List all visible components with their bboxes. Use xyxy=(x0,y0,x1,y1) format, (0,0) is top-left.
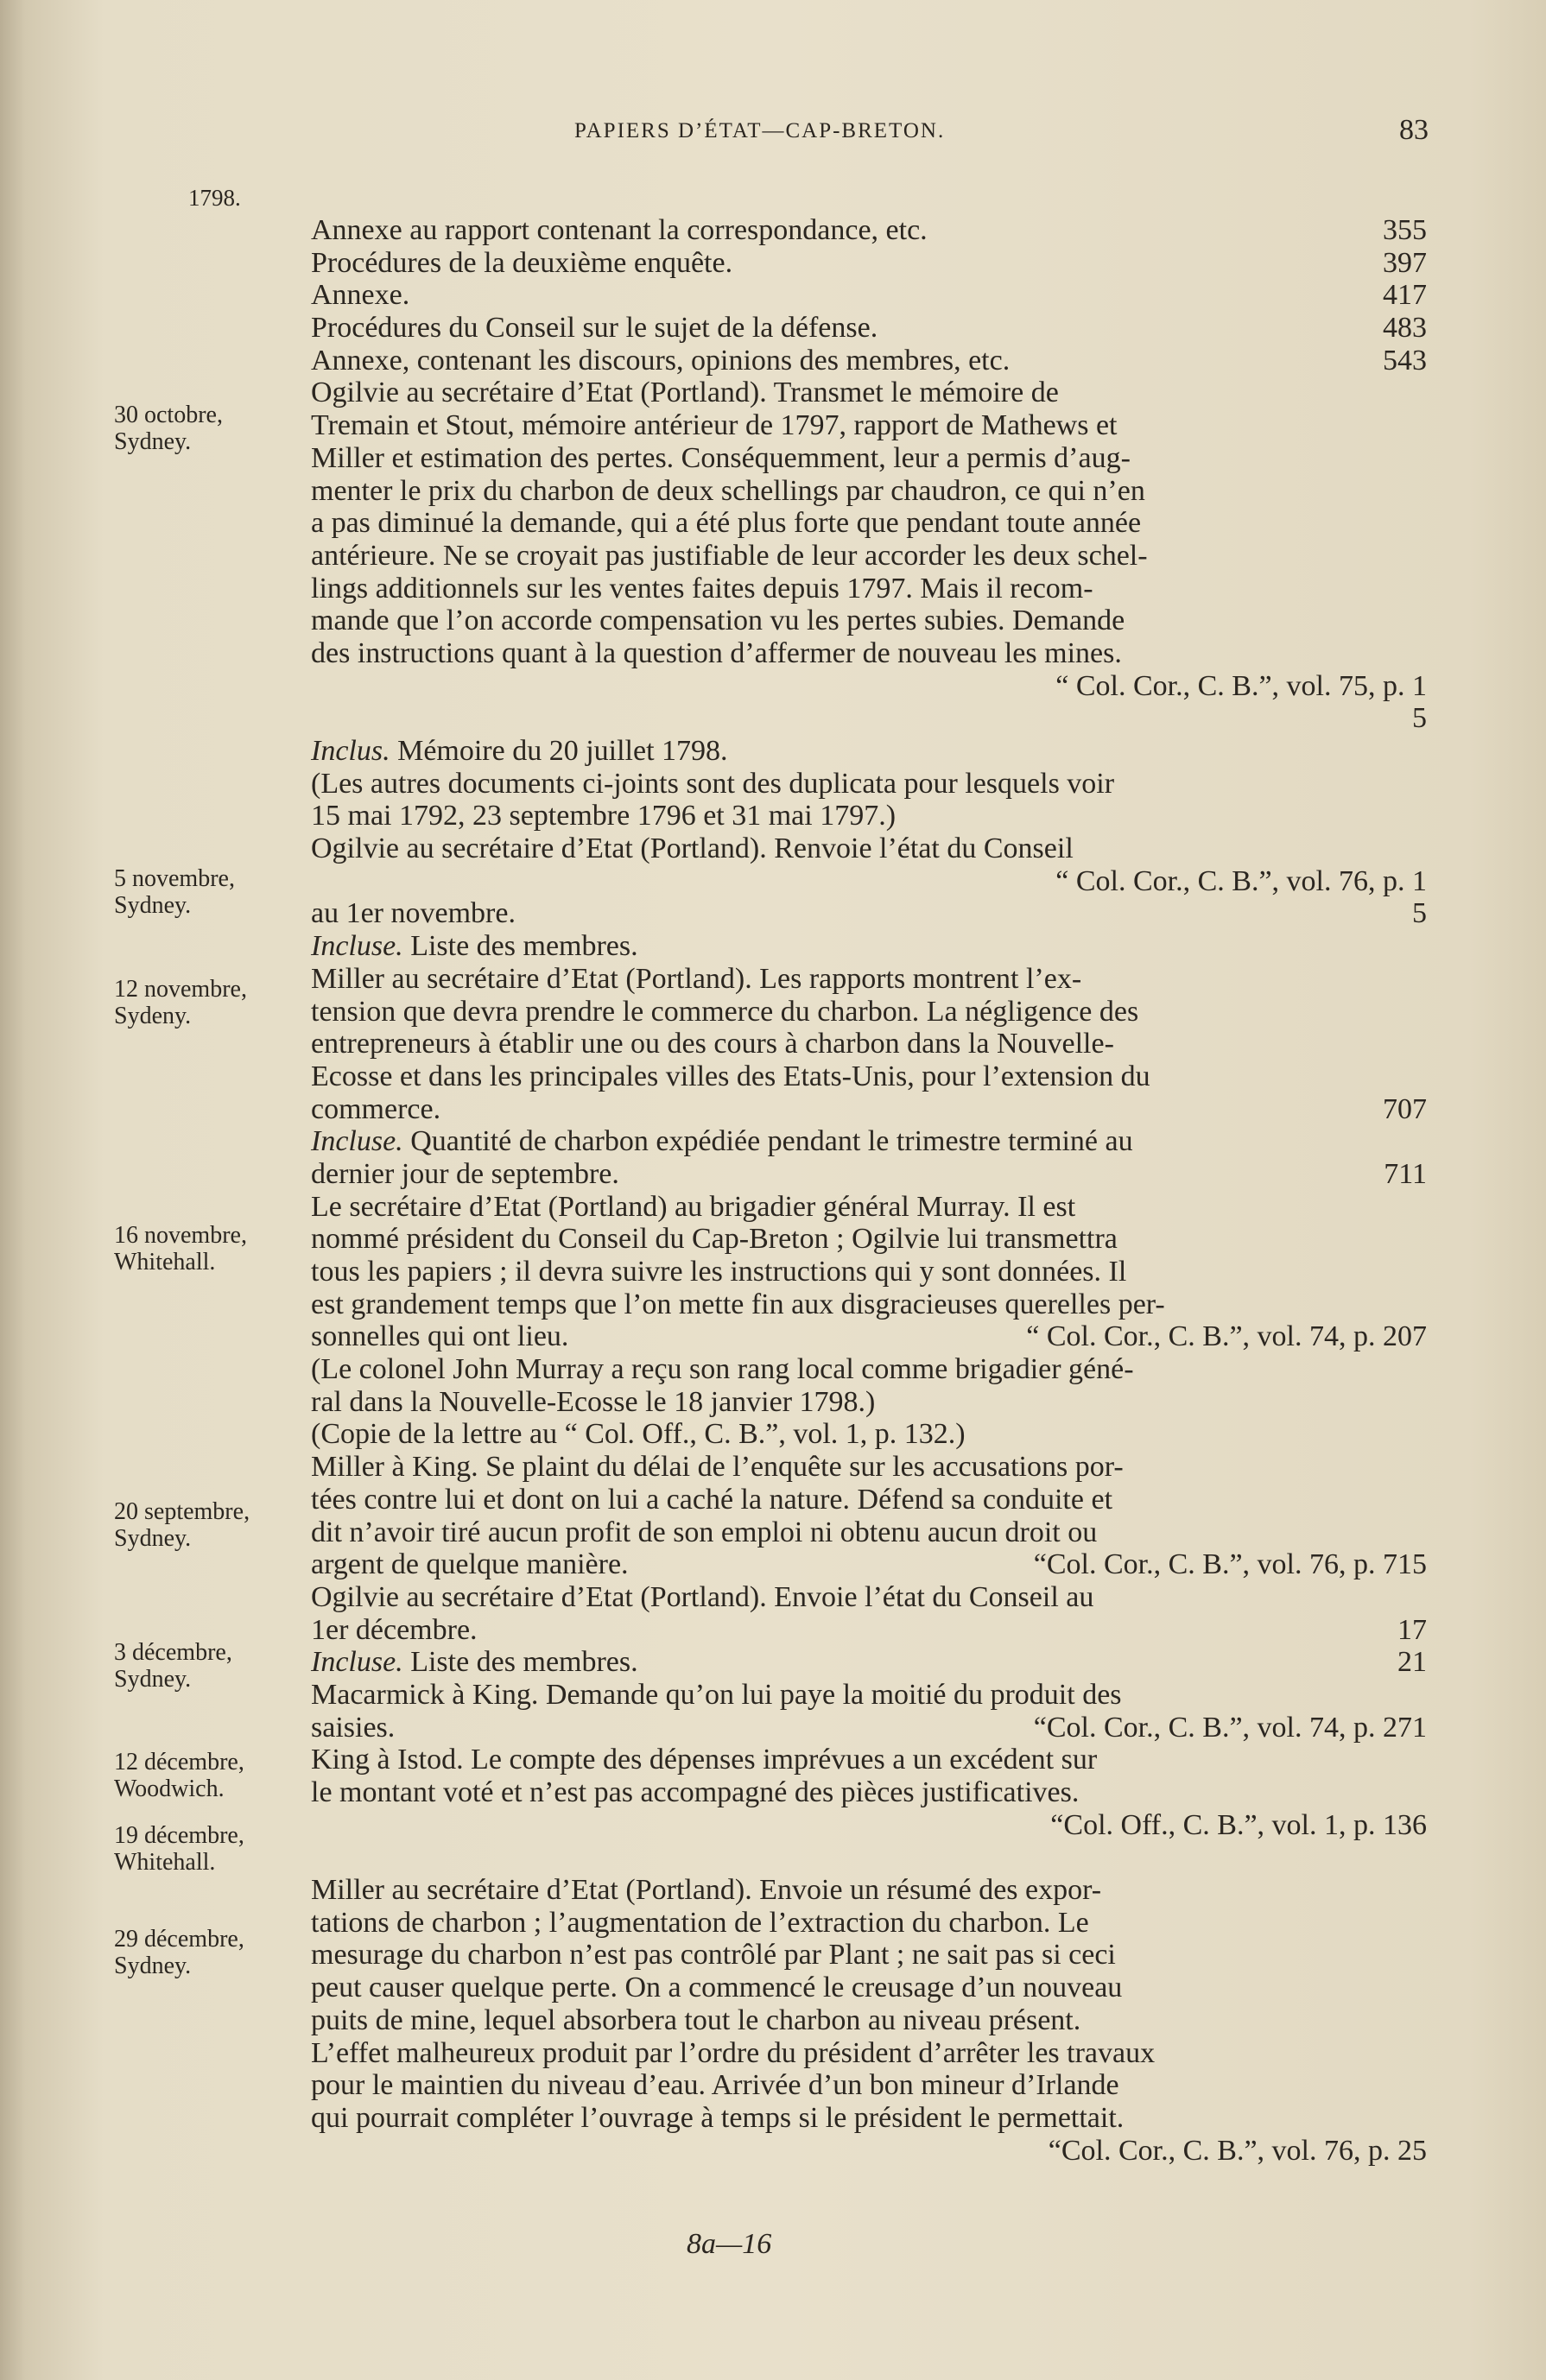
text-line xyxy=(311,573,1434,605)
text-line xyxy=(311,1646,1434,1679)
text-line xyxy=(311,1353,1434,1386)
line-text: a pas diminué la demande, qui a été plus forte que pendant toute année xyxy=(311,507,1142,540)
text-line xyxy=(311,1223,1434,1256)
margin-place: Sydney. xyxy=(114,1666,192,1693)
text-line xyxy=(311,670,1434,703)
line-text: commerce. xyxy=(311,1092,441,1125)
line-text xyxy=(311,930,638,963)
line-text: Ogilvie au secrétaire d’Etat (Portland). Renvoie l’état du Conseil xyxy=(311,832,1074,865)
line-text: pour le maintien du niveau d’eau. Arrivée d’un bon mineur d’Irlande xyxy=(311,2069,1119,2102)
line-text: Annexe. xyxy=(311,279,410,312)
text-line xyxy=(311,1712,1434,1744)
margin-date: 19 décembre, xyxy=(114,1822,244,1849)
margin-place: Whitehall. xyxy=(114,1849,216,1876)
text-line xyxy=(311,996,1434,1029)
line-text: tées contre lui et dont on lui a caché la nature. Défend sa conduite et xyxy=(311,1483,1113,1516)
text-line xyxy=(311,2135,1434,2168)
text-line xyxy=(311,2037,1434,2070)
line-text: Miller et estimation des pertes. Conséquemment, leur a permis d’aug- xyxy=(311,441,1131,474)
line-text: Annexe, contenant les discours, opinions des membres, etc. xyxy=(311,344,1011,377)
text-line xyxy=(311,1484,1434,1516)
inclusion-text: Mémoire du 20 juillet 1798. xyxy=(390,735,728,767)
year-label: 1798. xyxy=(188,185,241,211)
text-line xyxy=(311,1386,1434,1419)
inclusion-label: Incluse. xyxy=(311,930,403,963)
text-line xyxy=(311,409,1434,442)
reference-number: “ Col. Cor., C. B.”, vol. 75, p. 1 xyxy=(1055,669,1427,702)
line-text: saisies. xyxy=(311,1711,396,1744)
margin-note xyxy=(114,1926,304,1979)
text-line xyxy=(311,247,1434,280)
text-line xyxy=(311,1907,1434,1940)
reference-number: “Col. Cor., C. B.”, vol. 76, p. 715 xyxy=(1033,1548,1427,1581)
line-text: nommé président du Conseil du Cap-Breton ; Ogilvie lui transmettra xyxy=(311,1223,1118,1256)
line-text: tous les papiers ; il devra suivre les instructions qui y sont données. Il xyxy=(311,1256,1127,1288)
running-header: PAPIERS D’ÉTAT—CAP-BRETON. xyxy=(574,119,946,142)
reference-number: 5 xyxy=(1412,702,1427,735)
margin-note xyxy=(114,1822,304,1876)
text-line xyxy=(311,2102,1434,2135)
line-text: qui pourrait compléter l’ouvrage à temps si le président le permettait. xyxy=(311,2101,1125,2134)
text-line xyxy=(311,1939,1434,1972)
line-text: menter le prix du charbon de deux schellings par chaudron, ce qui n’en xyxy=(311,474,1145,507)
line-text: (Les autres documents ci-joints sont des duplicata pour lesquels voir xyxy=(311,767,1115,800)
reference-number: 17 xyxy=(1397,1613,1427,1646)
text-line xyxy=(311,702,1434,735)
text-line xyxy=(311,1060,1434,1093)
line-text: le montant voté et n’est pas accompagné des pièces justificatives. xyxy=(311,1776,1080,1808)
line-text: peut causer quelque perte. On a commencé le creusage d’un nouveau xyxy=(311,1972,1123,2004)
text-line xyxy=(311,1320,1434,1353)
line-text xyxy=(311,1646,638,1679)
text-line xyxy=(311,1679,1434,1712)
line-text: ral dans la Nouvelle-Ecosse le 18 janvier 1798.) xyxy=(311,1385,876,1418)
reference-number: 711 xyxy=(1384,1157,1427,1190)
line-text: 1er décembre. xyxy=(311,1613,478,1646)
text-line xyxy=(311,1972,1434,2004)
margin-date: 30 octobre, xyxy=(114,402,223,428)
page-number: 83 xyxy=(1399,114,1429,146)
reference-number: 5 xyxy=(1412,897,1427,930)
text-line xyxy=(311,1288,1434,1321)
line-text: sonnelles qui ont lieu. xyxy=(311,1320,569,1353)
text-line xyxy=(311,865,1434,898)
text-line xyxy=(311,1841,1434,1874)
margin-place: Sydney. xyxy=(114,1953,192,1979)
line-text: argent de quelque manière. xyxy=(311,1548,629,1581)
inclusion-text: Quantité de charbon expédiée pendant le trimestre terminé au xyxy=(402,1125,1133,1158)
text-line xyxy=(311,1125,1434,1158)
margin-note xyxy=(114,402,304,455)
inclusion-text: Liste des membres. xyxy=(402,1646,638,1679)
text-line xyxy=(311,963,1434,996)
line-text: Macarmick à King. Demande qu’on lui paye la moitié du produit des xyxy=(311,1678,1122,1711)
reference-number: “Col. Off., C. B.”, vol. 1, p. 136 xyxy=(1050,1808,1427,1841)
margin-place: Sydney. xyxy=(114,428,192,455)
text-line xyxy=(311,279,1434,312)
line-text: Tremain et Stout, mémoire antérieur de 1797, rapport de Mathews et xyxy=(311,409,1118,442)
inclusion-label: Incluse. xyxy=(311,1646,403,1679)
text-line xyxy=(311,735,1434,768)
margin-note xyxy=(114,976,304,1029)
margin-note xyxy=(114,1498,304,1552)
line-text: Ecosse et dans les principales villes des Etats-Unis, pour l’extension du xyxy=(311,1060,1150,1092)
text-line xyxy=(311,604,1434,637)
line-text: est grandement temps que l’on mette fin aux disgracieuses querelles per- xyxy=(311,1288,1165,1320)
line-text: Le secrétaire d’Etat (Portland) au brigadier général Murray. Il est xyxy=(311,1190,1076,1223)
text-line xyxy=(311,1093,1434,1126)
text-line xyxy=(311,1418,1434,1451)
line-text: Ogilvie au secrétaire d’Etat (Portland). Envoie l’état du Conseil au xyxy=(311,1580,1094,1613)
reference-number: 397 xyxy=(1383,246,1427,279)
line-text: mesurage du charbon n’est pas contrôlé par Plant ; ne sait pas si ceci xyxy=(311,1939,1116,1972)
reference-number: “Col. Cor., C. B.”, vol. 76, p. 25 xyxy=(1048,2134,1427,2167)
text-line xyxy=(311,1028,1434,1060)
line-text: Miller à King. Se plaint du délai de l’enquête sur les accusations por- xyxy=(311,1451,1124,1484)
line-text: Annexe au rapport contenant la correspondance, etc. xyxy=(311,214,928,246)
inclusion-label: Incluse. xyxy=(311,1125,403,1158)
line-text: tations de charbon ; l’augmentation de l’extraction du charbon. Le xyxy=(311,1906,1089,1939)
margin-place: Whitehall. xyxy=(114,1249,216,1275)
text-line xyxy=(311,1744,1434,1776)
inclusion-label: Inclus. xyxy=(311,735,390,767)
text-line xyxy=(311,1451,1434,1484)
line-text xyxy=(311,735,728,768)
body-text xyxy=(311,214,1434,2167)
text-line xyxy=(311,1158,1434,1191)
line-text: (Copie de la lettre au “ Col. Off., C. B.”, vol. 1, p. 132.) xyxy=(311,1418,966,1451)
line-text: antérieure. Ne se croyait pas justifiable de leur accorder les deux schel- xyxy=(311,539,1148,572)
text-line xyxy=(311,1581,1434,1614)
text-line xyxy=(311,540,1434,573)
text-line xyxy=(311,800,1434,832)
line-text: mande que l’on accorde compensation vu les pertes subies. Demande xyxy=(311,604,1125,637)
reference-number: 355 xyxy=(1383,214,1427,246)
margin-note xyxy=(114,1749,304,1802)
reference-number: 483 xyxy=(1383,312,1427,345)
text-line xyxy=(311,312,1434,345)
text-line xyxy=(311,377,1434,409)
reference-number: 417 xyxy=(1383,279,1427,312)
margin-note xyxy=(114,1222,304,1275)
line-text: tension que devra prendre le commerce du charbon. La négligence des xyxy=(311,995,1139,1028)
margin-place: Sydney. xyxy=(114,1525,192,1552)
margin-place: Sydeny. xyxy=(114,1003,192,1029)
reference-number: 543 xyxy=(1383,344,1427,377)
text-line xyxy=(311,1191,1434,1224)
line-text: dit n’avoir tiré aucun profit de son emploi ni obtenu aucun droit ou xyxy=(311,1516,1098,1548)
text-line xyxy=(311,214,1434,247)
margin-date: 3 décembre, xyxy=(114,1639,232,1666)
line-text: Procédures de la deuxième enquête. xyxy=(311,246,733,279)
line-text: Procédures du Conseil sur le sujet de la défense. xyxy=(311,312,878,345)
margin-date: 29 décembre, xyxy=(114,1926,244,1953)
margin-date: 20 septembre, xyxy=(114,1498,250,1525)
margin-date: 12 décembre, xyxy=(114,1749,244,1776)
text-line xyxy=(311,442,1434,475)
margin-place: Woodwich. xyxy=(114,1776,225,1802)
margin-place: Sydney. xyxy=(114,892,192,919)
margin-date: 5 novembre, xyxy=(114,865,235,892)
text-line xyxy=(311,1776,1434,1809)
text-line xyxy=(311,2069,1434,2102)
line-text: L’effet malheureux produit par l’ordre du président d’arrêter les travaux xyxy=(311,2036,1156,2069)
margin-date: 12 novembre, xyxy=(114,976,247,1003)
text-line xyxy=(311,768,1434,801)
line-text: des instructions quant à la question d’affermer de nouveau les mines. xyxy=(311,636,1122,669)
line-text: entrepreneurs à établir une ou des cours à charbon dans la Nouvelle- xyxy=(311,1028,1114,1060)
text-line xyxy=(311,1809,1434,1842)
text-line xyxy=(311,832,1434,865)
margin-date: 16 novembre, xyxy=(114,1222,247,1249)
line-text: Miller au secrétaire d’Etat (Portland). Envoie un résumé des expor- xyxy=(311,1874,1102,1907)
text-line xyxy=(311,930,1434,963)
line-text: King à Istod. Le compte des dépenses imprévues a un excédent sur xyxy=(311,1744,1098,1776)
text-line xyxy=(311,1874,1434,1907)
text-line xyxy=(311,1516,1434,1549)
reference-number: 21 xyxy=(1397,1646,1427,1679)
reference-number: “ Col. Cor., C. B.”, vol. 74, p. 207 xyxy=(1026,1320,1427,1353)
line-text: (Le colonel John Murray a reçu son rang local comme brigadier géné- xyxy=(311,1353,1134,1386)
text-line xyxy=(311,507,1434,540)
reference-number: 707 xyxy=(1383,1092,1427,1125)
inclusion-text: Liste des membres. xyxy=(402,930,638,963)
text-line xyxy=(311,1614,1434,1647)
line-text: puits de mine, lequel absorbera tout le charbon au niveau présent. xyxy=(311,2003,1081,2036)
line-text: lings additionnels sur les ventes faites depuis 1797. Mais il recom- xyxy=(311,572,1093,604)
text-line xyxy=(311,1256,1434,1288)
line-text: Ogilvie au secrétaire d’Etat (Portland). Transmet le mémoire de xyxy=(311,377,1059,409)
line-text xyxy=(311,1125,1133,1158)
signature-mark: 8a—16 xyxy=(687,2228,772,2260)
text-line xyxy=(311,1548,1434,1581)
line-text: au 1er novembre. xyxy=(311,897,516,930)
text-line xyxy=(311,637,1434,670)
line-text: dernier jour de septembre. xyxy=(311,1157,619,1190)
text-line xyxy=(311,897,1434,930)
text-line xyxy=(311,345,1434,377)
line-text: Miller au secrétaire d’Etat (Portland). Les rapports montrent l’ex- xyxy=(311,962,1082,995)
line-text: 15 mai 1792, 23 septembre 1796 et 31 mai 1797.) xyxy=(311,800,897,832)
reference-number: “Col. Cor., C. B.”, vol. 74, p. 271 xyxy=(1033,1711,1427,1744)
margin-note xyxy=(114,1639,304,1693)
text-line xyxy=(311,2004,1434,2037)
text-line xyxy=(311,475,1434,508)
reference-number: “ Col. Cor., C. B.”, vol. 76, p. 1 xyxy=(1055,864,1427,897)
margin-note xyxy=(114,865,304,919)
